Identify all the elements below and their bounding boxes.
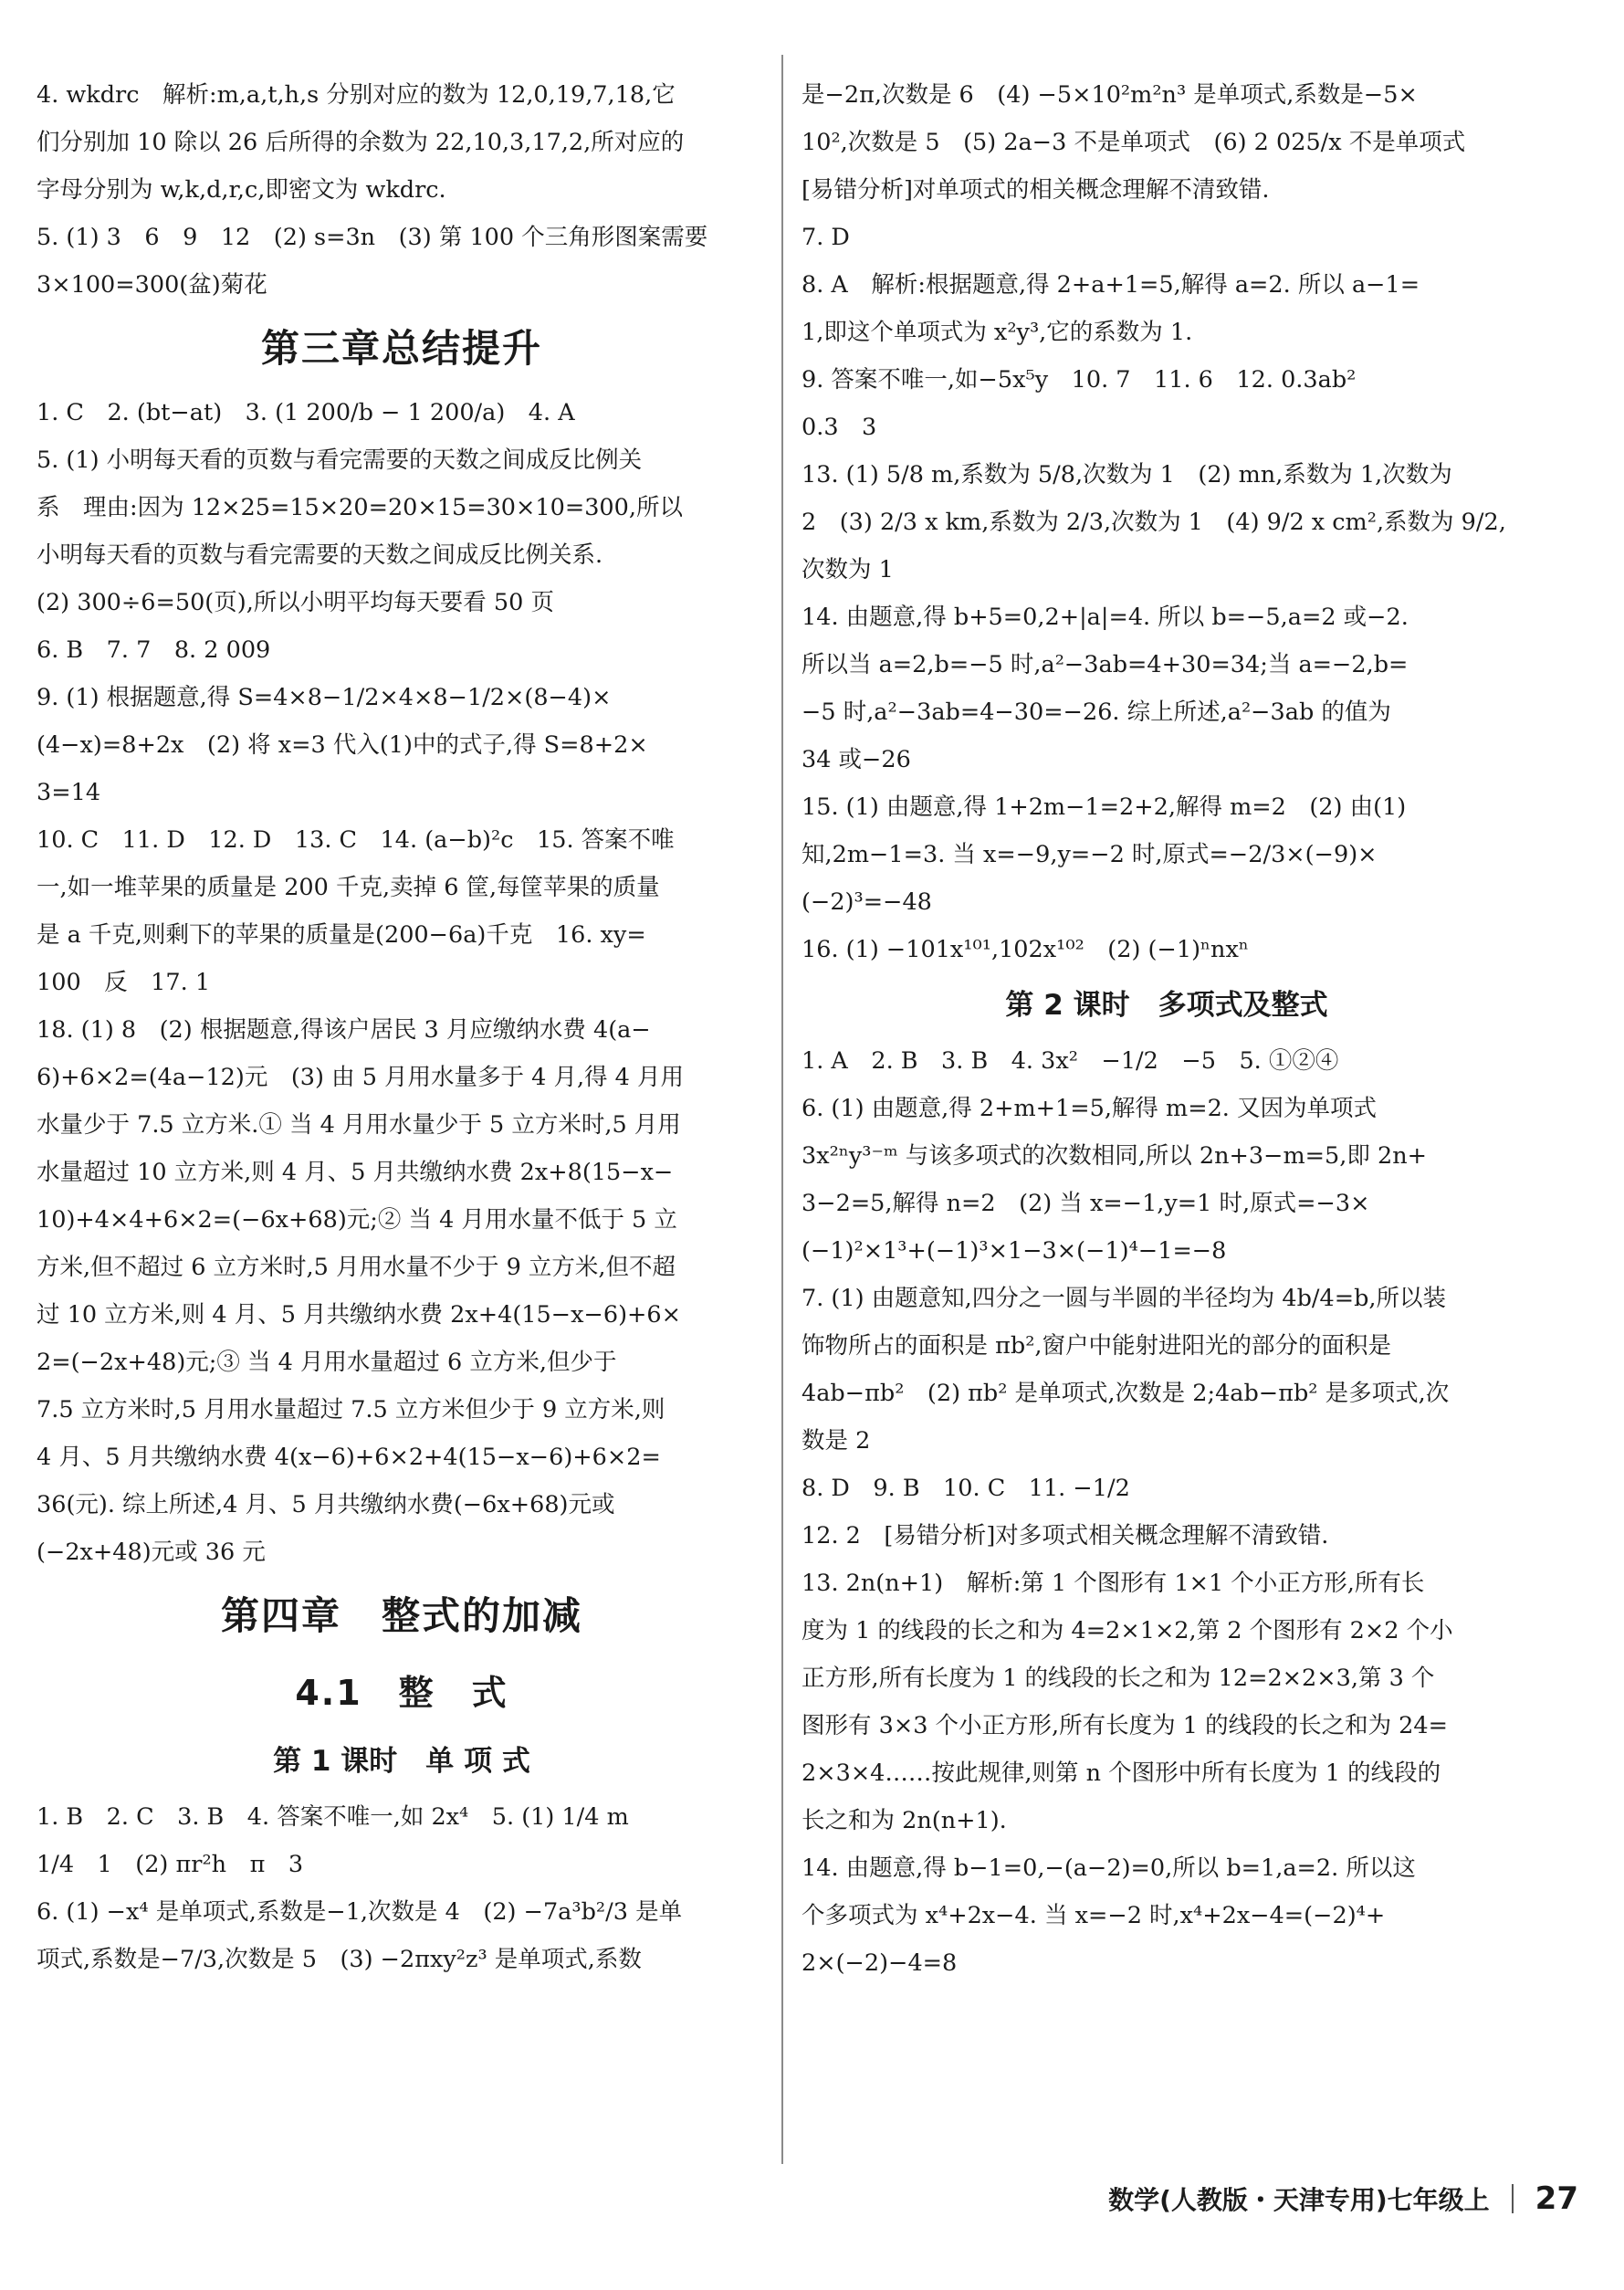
text-line: 0.3 3 bbox=[802, 414, 877, 441]
text-line: 10)+4×4+6×2=(−6x+68)元;② 当 4 月用水量不低于 5 立 bbox=[37, 1206, 677, 1234]
right-column bbox=[802, 71, 1532, 1987]
text-line: 水量超过 10 立方米,则 4 月、5 月共缴纳水费 2x+8(15−x− bbox=[37, 1159, 674, 1186]
text-line: 14. 由题意,得 b+5=0,2+|a|=4. 所以 b=−5,a=2 或−2. bbox=[802, 604, 1409, 631]
text-line: 100 反 17. 1 bbox=[37, 969, 211, 996]
text-line: 系 理由:因为 12×25=15×20=20×15=30×10=300,所以 bbox=[37, 494, 683, 521]
text-line: 3=14 bbox=[37, 779, 101, 806]
text-line: [易错分析]对单项式的相关概念理解不清致错. bbox=[802, 176, 1270, 204]
text-line: (2) 300÷6=50(页),所以小明平均每天要看 50 页 bbox=[37, 589, 554, 616]
text-line: 是−2π,次数是 6 (4) −5×10²m²n³ 是单项式,系数是−5× bbox=[802, 81, 1418, 109]
text-line: 3−2=5,解得 n=2 (2) 当 x=−1,y=1 时,原式=−3× bbox=[802, 1190, 1370, 1217]
text-line: 一,如一堆苹果的质量是 200 千克,卖掉 6 筐,每筐苹果的质量 bbox=[37, 874, 660, 901]
text-line: 过 10 立方米,则 4 月、5 月共缴纳水费 2x+4(15−x−6)+6× bbox=[37, 1301, 681, 1329]
text-line: 度为 1 的线段的长之和为 4=2×1×2,第 2 个图形有 2×2 个小 bbox=[802, 1617, 1453, 1644]
text-line: 34 或−26 bbox=[802, 746, 911, 773]
text-line: 1,即这个单项式为 x²y³,它的系数为 1. bbox=[802, 319, 1193, 346]
text-line: 7. (1) 由题意知,四分之一圆与半圆的半径均为 4b/4=b,所以装 bbox=[802, 1285, 1447, 1312]
text-line: 13. 2n(n+1) 解析:第 1 个图形有 1×1 个小正方形,所有长 bbox=[802, 1570, 1425, 1597]
text-line: 项式,系数是−7/3,次数是 5 (3) −2πxy²z³ 是单项式,系数 bbox=[37, 1946, 642, 1973]
text-line: 2=(−2x+48)元;③ 当 4 月用水量超过 6 立方米,但少于 bbox=[37, 1349, 617, 1376]
text-line: 图形有 3×3 个小正方形,所有长度为 1 的线段的长之和为 24= bbox=[802, 1712, 1448, 1739]
text-line: 10. C 11. D 12. D 13. C 14. (a−b)²c 15. 答案不唯 bbox=[37, 826, 675, 854]
text-line: 6. (1) 由题意,得 2+m+1=5,解得 m=2. 又因为单项式 bbox=[802, 1095, 1378, 1122]
text-line: 36(元). 综上所述,4 月、5 月共缴纳水费(−6x+68)元或 bbox=[37, 1491, 615, 1518]
text-line: (4−x)=8+2x (2) 将 x=3 代入(1)中的式子,得 S=8+2× bbox=[37, 731, 648, 759]
text-line: 方米,但不超过 6 立方米时,5 月用水量不少于 9 立方米,但不超 bbox=[37, 1254, 676, 1281]
text-line: 8. A 解析:根据题意,得 2+a+1=5,解得 a=2. 所以 a−1= bbox=[802, 271, 1420, 299]
text-line: 知,2m−1=3. 当 x=−9,y=−2 时,原式=−2/3×(−9)× bbox=[802, 841, 1378, 868]
text-line: 6. B 7. 7 8. 2 009 bbox=[37, 636, 271, 664]
footer-subject: 数学(人教版・天津专用)七年级上 bbox=[1108, 2185, 1490, 2215]
text-line: 13. (1) 5/8 m,系数为 5/8,次数为 1 (2) mn,系数为 1,次数为 bbox=[802, 461, 1452, 488]
text-line: (−1)²×1³+(−1)³×1−3×(−1)⁴−1=−8 bbox=[802, 1237, 1227, 1265]
text-line: 4ab−πb² (2) πb² 是单项式,次数是 2;4ab−πb² 是多项式,次 bbox=[802, 1380, 1450, 1407]
lesson1-title: 第 1 课时 单 项 式 bbox=[273, 1745, 530, 1778]
answers-lesson1 bbox=[37, 1793, 767, 1983]
text-line: 数是 2 bbox=[802, 1427, 871, 1455]
text-line: (−2)³=−48 bbox=[802, 888, 932, 916]
text-line: 6. (1) −x⁴ 是单项式,系数是−1,次数是 4 (2) −7a³b²/3 是单 bbox=[37, 1898, 683, 1926]
page-footer bbox=[1108, 2171, 1578, 2226]
text-line: 小明每天看的页数与看完需要的天数之间成反比例关系. bbox=[37, 541, 603, 569]
text-line: 9. 答案不唯一,如−5x⁵y 10. 7 11. 6 12. 0.3ab² bbox=[802, 366, 1357, 394]
text-line: 7.5 立方米时,5 月用水量超过 7.5 立方米但少于 9 立方米,则 bbox=[37, 1396, 665, 1423]
text-line: 次数为 1 bbox=[802, 556, 894, 583]
text-line: 18. (1) 8 (2) 根据题意,得该户居民 3 月应缴纳水费 4(a− bbox=[37, 1016, 651, 1044]
text-line: 字母分别为 w,k,d,r,c,即密文为 wkdrc. bbox=[37, 176, 446, 204]
answers-chapter3-summary bbox=[37, 389, 767, 1576]
page-number: 27 bbox=[1535, 2180, 1578, 2217]
text-line: 2×3×4……按此规律,则第 n 个图形中所有长度为 1 的线段的 bbox=[802, 1760, 1441, 1787]
text-line: 1/4 1 (2) πr²h π 3 bbox=[37, 1851, 304, 1878]
text-line: 15. (1) 由题意,得 1+2m−1=2+2,解得 m=2 (2) 由(1) bbox=[802, 793, 1407, 821]
text-line: 4. wkdrc 解析:m,a,t,h,s 分别对应的数为 12,0,19,7,18,它 bbox=[37, 81, 676, 109]
text-line: 们分别加 10 除以 26 后所得的余数为 22,10,3,17,2,所对应的 bbox=[37, 129, 685, 156]
text-line: 2 (3) 2/3 x km,系数为 2/3,次数为 1 (4) 9/2 x cm²,系数为 9/2, bbox=[802, 509, 1506, 536]
text-line: 1. A 2. B 3. B 4. 3x² −1/2 −5 5. ①②④ bbox=[802, 1047, 1339, 1075]
text-line: 是 a 千克,则剩下的苹果的质量是(200−6a)千克 16. xy= bbox=[37, 921, 646, 949]
text-line: 10²,次数是 5 (5) 2a−3 不是单项式 (6) 2 025/x 不是单项式 bbox=[802, 129, 1466, 156]
text-line: 所以当 a=2,b=−5 时,a²−3ab=4+30=34;当 a=−2,b= bbox=[802, 651, 1409, 678]
text-line: 3x²ⁿy³⁻ᵐ 与该多项式的次数相同,所以 2n+3−m=5,即 2n+ bbox=[802, 1142, 1428, 1170]
text-line: (−2x+48)元或 36 元 bbox=[37, 1539, 266, 1566]
text-line: 长之和为 2n(n+1). bbox=[802, 1807, 1007, 1834]
answers-chapter3-end bbox=[37, 71, 767, 309]
column-divider bbox=[781, 55, 783, 2164]
text-line: 12. 2 [易错分析]对多项式相关概念理解不清致错. bbox=[802, 1522, 1329, 1549]
text-line: 个多项式为 x⁴+2x−4. 当 x=−2 时,x⁴+2x−4=(−2)⁴+ bbox=[802, 1902, 1386, 1929]
chapter4-title: 第四章 整式的加减 bbox=[220, 1593, 582, 1638]
text-line: 水量少于 7.5 立方米.① 当 4 月用水量少于 5 立方米时,5 月用 bbox=[37, 1111, 681, 1139]
section-4-1-title: 4.1 整 式 bbox=[295, 1673, 508, 1713]
text-line: 5. (1) 3 6 9 12 (2) s=3n (3) 第 100 个三角形图案需要 bbox=[37, 224, 708, 251]
text-line: 14. 由题意,得 b−1=0,−(a−2)=0,所以 b=1,a=2. 所以这 bbox=[802, 1854, 1416, 1882]
text-line: 9. (1) 根据题意,得 S=4×8−1/2×4×8−1/2×(8−4)× bbox=[37, 684, 612, 711]
text-line: 3×100=300(盆)菊花 bbox=[37, 271, 267, 299]
text-line: 饰物所占的面积是 πb²,窗户中能射进阳光的部分的面积是 bbox=[802, 1332, 1392, 1360]
text-line: 1. B 2. C 3. B 4. 答案不唯一,如 2x⁴ 5. (1) 1/4 m bbox=[37, 1803, 629, 1831]
answers-lesson2 bbox=[802, 1037, 1532, 1987]
text-line: 1. C 2. (bt−at) 3. (1 200/b − 1 200/a) 4. A bbox=[37, 399, 575, 426]
text-line: 6)+6×2=(4a−12)元 (3) 由 5 月用水量多于 4 月,得 4 月用 bbox=[37, 1064, 684, 1091]
text-line: 正方形,所有长度为 1 的线段的长之和为 12=2×2×3,第 3 个 bbox=[802, 1665, 1435, 1692]
chapter3-summary-title: 第三章总结提升 bbox=[260, 326, 542, 371]
answers-lesson1-continued bbox=[802, 71, 1532, 973]
footer-separator bbox=[1512, 2184, 1514, 2213]
text-line: −5 时,a²−3ab=4−30=−26. 综上所述,a²−3ab 的值为 bbox=[802, 699, 1391, 726]
text-line: 4 月、5 月共缴纳水费 4(x−6)+6×2+4(15−x−6)+6×2= bbox=[37, 1444, 661, 1471]
lesson2-title: 第 2 课时 多项式及整式 bbox=[1005, 989, 1328, 1022]
text-line: 16. (1) −101x¹⁰¹,102x¹⁰² (2) (−1)ⁿnxⁿ bbox=[802, 936, 1249, 963]
text-line: 7. D bbox=[802, 224, 850, 251]
left-column bbox=[37, 71, 767, 1983]
text-line: 2×(−2)−4=8 bbox=[802, 1949, 958, 1977]
text-line: 5. (1) 小明每天看的页数与看完需要的天数之间成反比例关 bbox=[37, 446, 643, 474]
text-line: 8. D 9. B 10. C 11. −1/2 bbox=[802, 1475, 1130, 1502]
